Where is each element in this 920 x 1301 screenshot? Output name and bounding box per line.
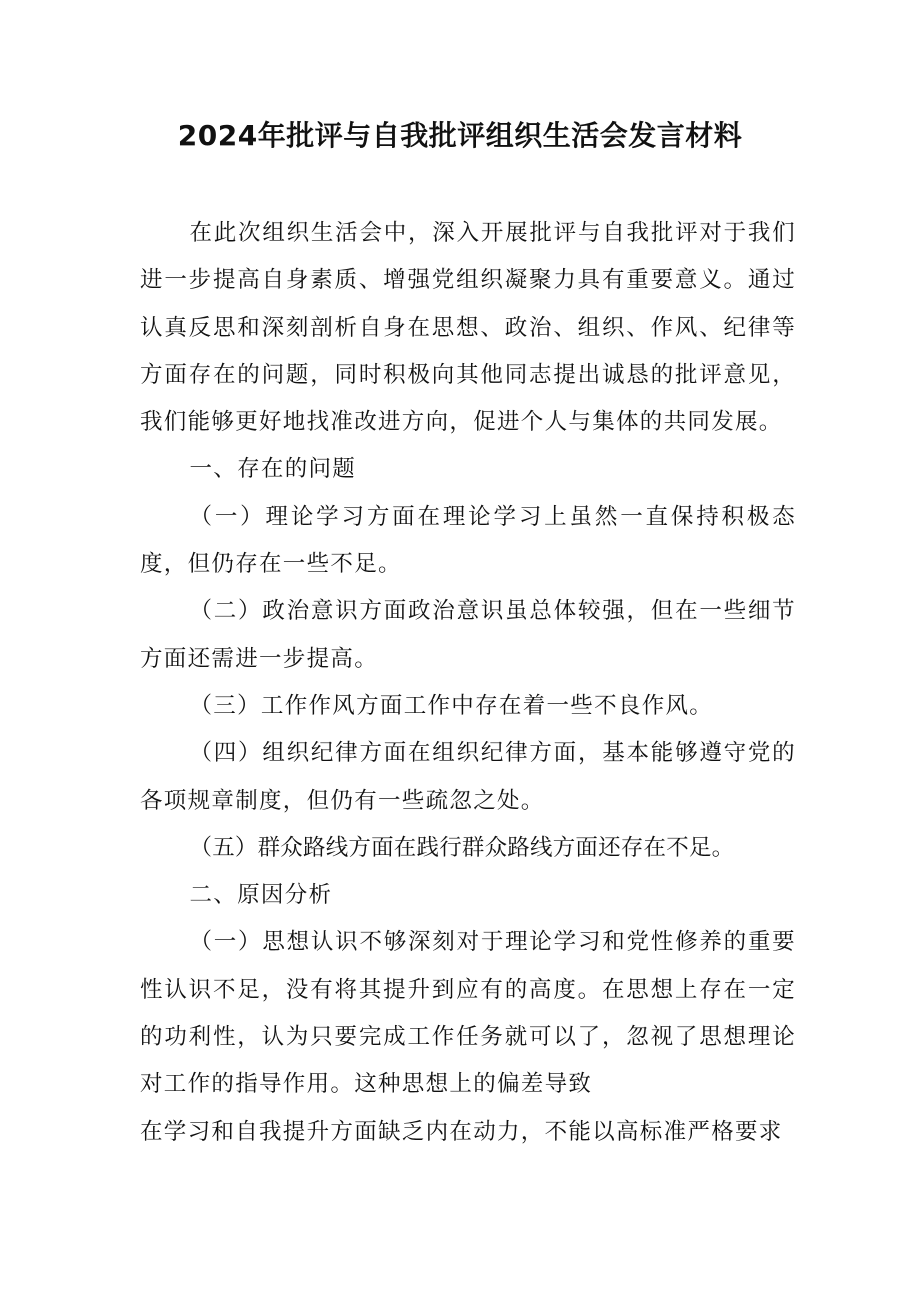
problem-item-3: （三）工作作风方面工作中存在着一些不良作风。 xyxy=(189,692,714,719)
problem-item-2: （二）政治意识方面政治意识虽总体较强，但在一些细节方面还需进一步提高。 xyxy=(140,598,796,672)
problem-item-4: （四）组织纪律方面在组织纪律方面，基本能够遵守党的各项规章制度，但仍有一些疏忽之处。 xyxy=(140,740,796,814)
document-body xyxy=(140,210,796,1156)
problem-item-5: （五）群众路线方面在践行群众路线方面还存在不足。 xyxy=(189,834,735,861)
document-title: 2024年批评与自我批评组织生活会发言材料 xyxy=(177,119,743,152)
problem-item-1: （一）理论学习方面在理论学习上虽然一直保持积极态度，但仍存在一些不足。 xyxy=(140,503,796,578)
intro-paragraph: 在此次组织生活会中，深入开展批评与自我批评对于我们进一步提高自身素质、增强党组织凝聚力具有重要意义。通过认真反思和深刻剖析自身在思想、政治、组织、作风、纪律等方面存在的问题，同时积极向其他同志提出诚恳的批评意见，我们能够更好地找准改进方向，促进个人与集体的共同发展。 xyxy=(140,220,796,436)
cause-item-1-continued: 在学习和自我提升方面缺乏内在动力，不能以高标准严格要求 xyxy=(140,1118,783,1145)
cause-item-1: （一）思想认识不够深刻对于理论学习和党性修养的重要性认识不足，没有将其提升到应有的高度。在思想上存在一定的功利性，认为只要完成工作任务就可以了，忽视了思想理论对工作的指导作用。这种思想上的偏差导致 xyxy=(140,929,796,1098)
section-heading-problems: 一、存在的问题 xyxy=(189,456,357,483)
section-heading-causes: 二、原因分析 xyxy=(189,882,333,909)
